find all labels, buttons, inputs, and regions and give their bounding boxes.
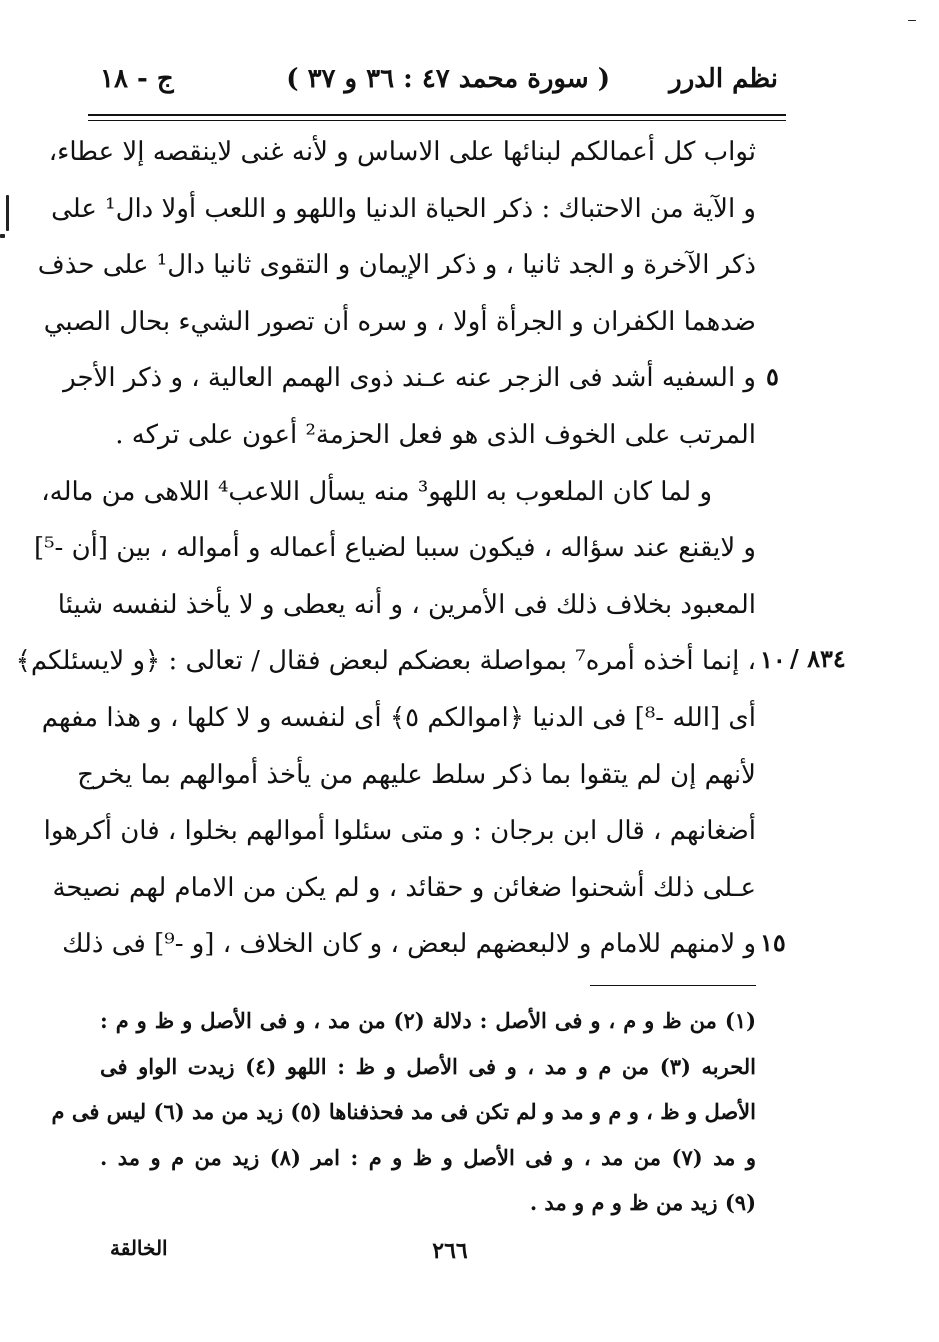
text-line: و الآية من الاحتباك : ذكر الحياة الدنيا واللهو و اللعب أولا دال¹ على bbox=[51, 193, 756, 224]
footnote-line: (٩) زيد من ظ و م و مد . bbox=[529, 1190, 756, 1216]
main-text bbox=[15, 124, 756, 973]
line-number-10: ١٠ bbox=[760, 645, 786, 674]
manuscript-folio-number: ٨٣٤ / bbox=[790, 644, 846, 673]
text-line: أى [الله -⁸] فى الدنيا ﴿اموالكم ٥﴾ أى لنفسه و لا كلها ، و هذا مفهم bbox=[41, 702, 756, 733]
text-line: و السفيه أشد فى الزجر عنه عـند ذوى الهمم العالية ، و ذكر الأجر bbox=[63, 363, 756, 394]
footnote-line: و مد (٧) من مد ، و فى الأصل و ظ و م : امر (٨) زيد من م و مد . bbox=[100, 1144, 756, 1170]
line-number-5: ٥ bbox=[766, 362, 779, 391]
scan-corner-mark bbox=[908, 20, 916, 21]
header-rule bbox=[88, 114, 786, 116]
text-line: عـلى ذلك أشحنوا ضغائن و حقائد ، و لم يكن من الامام لهم نصيحة bbox=[52, 872, 756, 903]
surah-reference: ( سورة محمد ٤٧ : ٣٦ و ٣٧ ) bbox=[286, 64, 610, 94]
footnote-line: الأصل و ظ ، و م و مد و لم تكن فى مد فحذفناها (٥) زيد من مد (٦) ليس فى م bbox=[51, 1099, 756, 1125]
text-line: و لما كان الملعوب به اللهو³ منه يسأل اللاعب⁴ اللاهى من ماله، bbox=[41, 476, 712, 507]
text-line: المرتب على الخوف الذى هو فعل الحزمة² أعون على تركه . bbox=[115, 419, 756, 450]
text-line: أضغانهم ، قال ابن برجان : و متى سئلوا أموالهم بخلوا ، فان أكرهوا bbox=[43, 816, 756, 847]
scan-edge-dot bbox=[0, 234, 5, 238]
footnote-separator bbox=[590, 985, 756, 986]
running-title: نظم الدرر bbox=[669, 64, 778, 94]
header-rule-thin bbox=[88, 120, 786, 121]
footnotes bbox=[51, 998, 757, 1226]
text-line: ذكر الآخرة و الجد ثانيا ، و ذكر الإيمان و التقوى ثانيا دال¹ على حذف bbox=[37, 250, 756, 281]
footnote-line: الحربه (٣) من م و مد ، و فى الأصل و ظ : اللهو (٤) زيدت الواو فى bbox=[100, 1053, 756, 1079]
text-line: و لامنهم للامام و لالبعضهم لبعض ، و كان الخلاف ، [و -⁹] فى ذلك bbox=[62, 929, 756, 960]
text-line: المعبود بخلاف ذلك فى الأمرين ، و أنه يعطى و لا يأخذ لنفسه شيئا bbox=[57, 589, 756, 620]
scan-edge-mark bbox=[6, 195, 9, 231]
signature-mark: الخالقة bbox=[110, 1236, 168, 1260]
text-line: لأنهم إن لم يتقوا بما ذكر سلط عليهم من يأخذ أموالهم بما يخرج bbox=[77, 759, 756, 790]
text-line: و لايقنع عند سؤاله ، فيكون سببا لضياع أعماله و أمواله ، بين [أن -⁵] bbox=[33, 533, 756, 564]
text-line: ، إنما أخذه أمره⁷ بمواصلة بعضكم لبعض فقال / تعالى : ﴿و لايسئلكم﴾ bbox=[15, 646, 756, 677]
volume-number: ج - ١٨ bbox=[100, 64, 174, 94]
text-line: ثواب كل أعمالكم لبنائها على الاساس و لأنه غنى لاينقصه إلا عطاء، bbox=[48, 137, 756, 167]
page-number: ٢٦٦ bbox=[432, 1238, 468, 1264]
footnote-line: (١) من ظ و م ، و فى الأصل : دلالة (٢) من مد ، و فى الأصل و ظ و م : bbox=[100, 1008, 757, 1033]
line-number-15: ١٥ bbox=[760, 928, 786, 957]
text-line: ضدهما الكفران و الجرأة أولا ، و سره أن تصور الشيء بحال الصبي bbox=[43, 306, 756, 337]
